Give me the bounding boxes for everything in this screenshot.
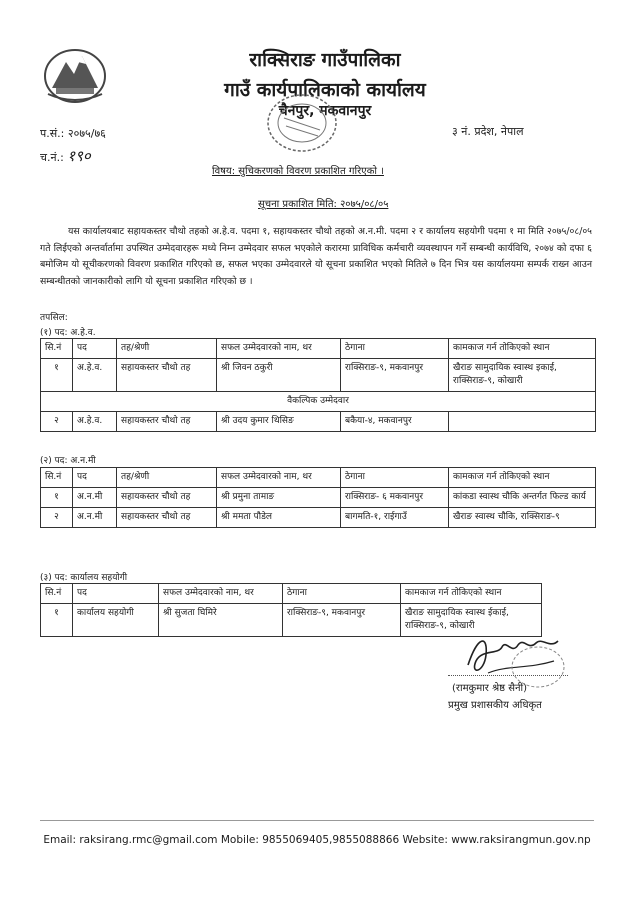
table-cell: कांकडा स्वास्थ चौकि अन्तर्गत फिल्ड कार्य <box>449 488 596 508</box>
table-cell: अ.न.मी <box>73 508 117 528</box>
header-cell: पद <box>73 468 117 488</box>
table-header-row <box>41 584 542 604</box>
table-cell: सहायकस्तर चौथो तह <box>117 508 217 528</box>
table-cell: सहायकस्तर चौथो तह <box>117 412 217 432</box>
header-cell: सफल उम्मेदवारको नाम, थर <box>217 339 341 359</box>
section1-title: (१) पद: अ.हे.व. <box>40 328 96 338</box>
section2-title: (२) पद: अ.न.मी <box>40 456 96 466</box>
table-cell: अ.हे.व. <box>73 412 117 432</box>
table-cell: खैराङ सामुदायिक स्वास्थ इकाई, राक्सिराङ-९, कोखारी <box>449 359 596 392</box>
footer-divider <box>40 820 594 821</box>
table-cell: अ.हे.व. <box>73 359 117 392</box>
table-cell: १ <box>41 488 73 508</box>
table-cell: १ <box>41 604 73 637</box>
signature-line <box>448 675 568 676</box>
table-cell <box>449 412 596 432</box>
table-cell: २ <box>41 412 73 432</box>
header-cell: पद <box>73 584 159 604</box>
table-row <box>41 412 596 432</box>
header-cell: ठेगाना <box>341 339 449 359</box>
table-cell: बकैया-४, मकवानपुर <box>341 412 449 432</box>
header-cell: कामकाज गर्न तोकिएको स्थान <box>449 468 596 488</box>
header-cell: सफल उम्मेदवारको नाम, थर <box>217 468 341 488</box>
notice-body: यस कार्यालयबाट सहायकस्तर चौथो तहको अ.हे.व. पदमा १, सहायकस्तर चौथो तहको अ.न.मी. पदमा २ र कार्यालय सहयोगी पदमा १ मा मिति २०७५/०८/०५ गते लिईएको अन्तर्वार्तामा उपस्थित उम्मेदवारहरू मध्ये निम्न उम्मेदवार सफल भएकोले करारमा प्राविधिक कर्मचारी व्यवस्थापन गर्ने सम्बन्धी कार्यविधि, २०७४ को दफा ६ बमोजिम यो सूचीकरणको विवरण प्रकाशित गरिएको छ, सफल भएका उम्मेदवारले यो सूचना प्रकाशित भएको मितिले ७ दिन भित्र यस कार्यालयमा सम्पर्क राख्न आउन सम्बन्धीतको जानकारीको लागि यो सूचना प्रकाशित गरिएको छ । <box>40 226 592 287</box>
table-cell: १ <box>41 359 73 392</box>
table-cell: कार्यालय सहयोगी <box>73 604 159 637</box>
alternate-candidate-row <box>41 392 596 412</box>
table-row <box>41 488 596 508</box>
table-cell: सहायकस्तर चौथो तह <box>117 359 217 392</box>
table-cell: श्री जिवन ठकुरी <box>217 359 341 392</box>
table-cell: श्री प्रमुना तामाङ <box>217 488 341 508</box>
section3-title: (३) पद: कार्यालय सहयोगी <box>40 573 128 583</box>
header-cell: सि.नं <box>41 584 73 604</box>
header-cell: कामकाज गर्न तोकिएको स्थान <box>449 339 596 359</box>
subject-line: विषय: सुचिकरणको विवरण प्रकाशित गरिएको । <box>212 166 384 177</box>
section1-table <box>40 338 596 432</box>
table-cell: राक्सिराङ-९, मकवानपुर <box>341 359 449 392</box>
table-cell: बागमति-१, राईगाउँ <box>341 508 449 528</box>
office-name: गाउँ कार्यपालिकाको कार्यालय <box>224 79 426 101</box>
alternate-candidate-label: वैकल्पिक उम्मेदवार <box>41 392 596 412</box>
signatory-name: (रामकुमार श्रेष्ठ सैनी) <box>452 683 528 694</box>
header-cell: तह/श्रेणी <box>117 339 217 359</box>
nepal-emblem-icon <box>40 42 110 106</box>
header-cell: पद <box>73 339 117 359</box>
header-cell: ठेगाना <box>283 584 401 604</box>
table-cell: अ.न.मी <box>73 488 117 508</box>
table-cell: राक्सिराङ-९, मकवानपुर <box>283 604 401 637</box>
table-cell: राक्सिराङ- ६ मकवानपुर <box>341 488 449 508</box>
appendix-label: तपसिल: <box>40 313 68 323</box>
header-cell: सि.नं <box>41 468 73 488</box>
dispatch-number-label: च.नं.: <box>40 151 64 164</box>
header-cell: ठेगाना <box>341 468 449 488</box>
signatory-title: प्रमुख प्रशासकीय अधिकृत <box>448 700 542 711</box>
table-header-row <box>41 339 596 359</box>
table-cell: २ <box>41 508 73 528</box>
municipality-name: राक्सिराङ गाउँपालिका <box>249 49 401 71</box>
header-cell: तह/श्रेणी <box>117 468 217 488</box>
table-cell: खैराङ सामुदायिक स्वास्थ ईकाई, राक्सिराङ-९, कोखारी <box>401 604 542 637</box>
table-header-row <box>41 468 596 488</box>
published-date: सूचना प्रकाशित मिति: २०७५/०८/०५ <box>258 199 389 210</box>
table-row <box>41 359 596 392</box>
section2-table <box>40 467 596 528</box>
header-cell: सफल उम्मेदवारको नाम, थर <box>159 584 283 604</box>
office-stamp-icon <box>262 88 342 158</box>
header-cell: सि.नं <box>41 339 73 359</box>
table-row <box>41 508 596 528</box>
province-label: ३ नं. प्रदेश, नेपाल <box>452 125 524 138</box>
table-cell: श्री उदय कुमार थिसिङ <box>217 412 341 432</box>
table-cell: श्री ममता पौडेल <box>217 508 341 528</box>
dispatch-number-value: १९० <box>67 147 91 165</box>
table-cell: सहायकस्तर चौथो तह <box>117 488 217 508</box>
office-location: चैनपुर, मकवानपुर <box>278 103 372 119</box>
header-cell: कामकाज गर्न तोकिएको स्थान <box>401 584 542 604</box>
table-cell: खैराङ स्वास्थ चौकि, राक्सिराङ-९ <box>449 508 596 528</box>
footer-contact: Email: raksirang.rmc@gmail.com Mobile: 9855069405,9855088866 Website: www.raksirangmun.gov.np <box>43 834 591 846</box>
fiscal-year-ref: प.सं.: २०७५/७६ <box>40 127 106 140</box>
table-cell: श्री सुजता घिमिरे <box>159 604 283 637</box>
dispatch-number-ref <box>40 146 91 166</box>
